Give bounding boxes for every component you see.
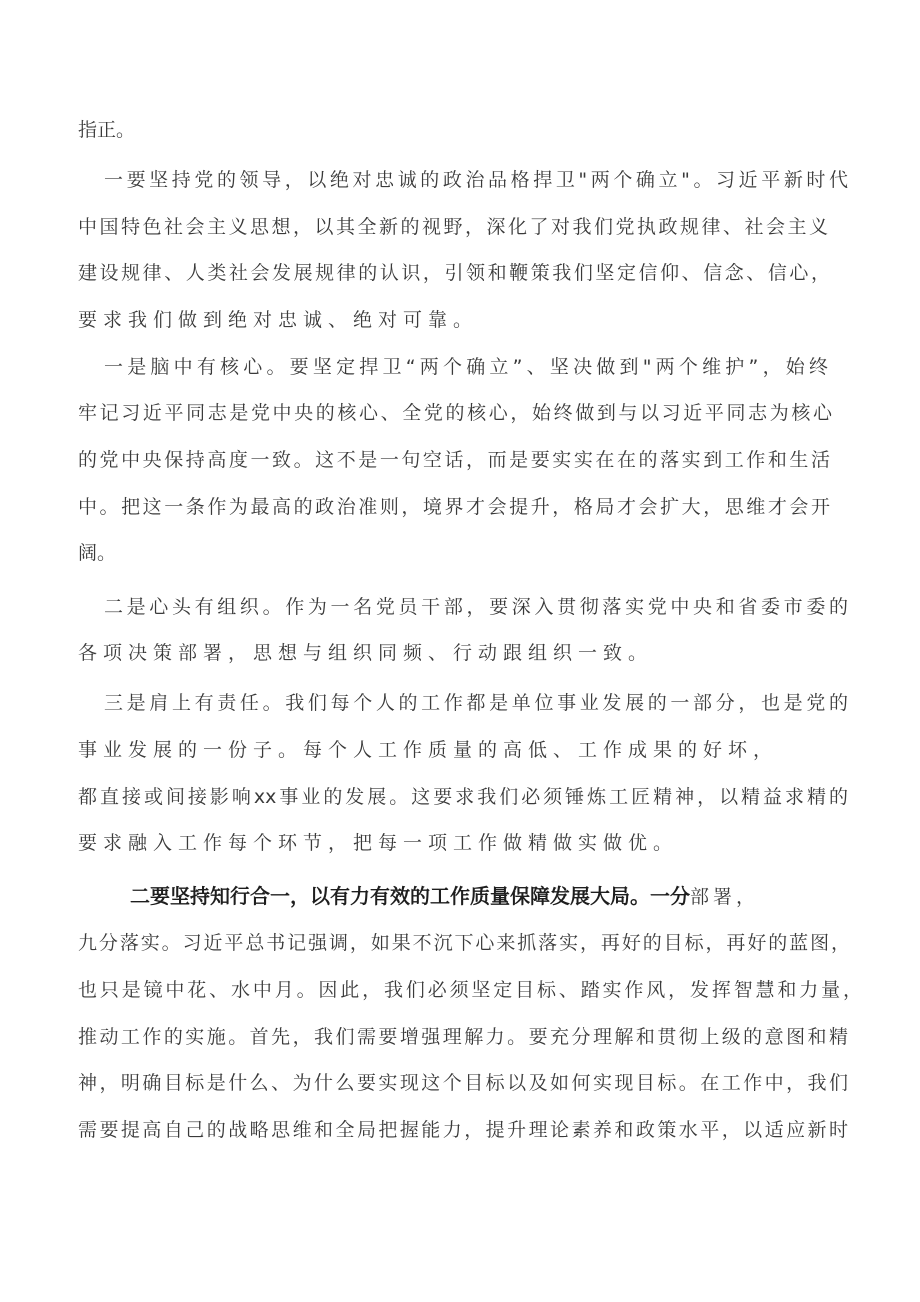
text-line: 要求融入工作每个环节，把每一项工作做精做实做优。	[78, 832, 679, 854]
text-line: 神，明确目标是什么、为什么要实现这个目标以及如何实现目标。在工作中，我们	[78, 1072, 848, 1094]
text-line: 都直接或间接影响xx事业的发展。这要求我们必须锤炼工匠精神，以精益求精的	[78, 786, 848, 808]
text-line: 中。把这一条作为最高的政治准则，境界才会提升，格局才会扩大，思维才会开	[78, 496, 830, 518]
text-line: 二是心头有组织。作为一名党员干部，要深入贯彻落实党中央和省委市委的	[104, 596, 848, 618]
text-line: 要求我们做到绝对忠诚、绝对可靠。	[78, 309, 479, 331]
text-line: 九分落实。习近平总书记强调，如果不沉下心来抓落实，再好的目标，再好的蓝图，	[78, 932, 850, 954]
text-line: 需要提高自己的战略思维和全局把握能力，提升理论素养和政策水平，以适应新时	[78, 1119, 848, 1141]
text-line: 事业发展的一份子。每个人工作质量的高低、工作成果的好坏，	[78, 739, 779, 761]
text-line: 各项决策部署，思想与组织同频、行动跟组织一致。	[78, 642, 654, 664]
heading-rest-text: 部署，	[690, 886, 760, 908]
text-line: 也只是镜中花、水中月。因此，我们必须坚定目标、踏实作风，发挥智慧和力量，	[78, 979, 862, 1001]
text-line: 牢记习近平同志是党中央的核心、全党的核心，始终做到与以习近平同志为核心	[78, 402, 832, 424]
text-line: 中国特色社会主义思想，以其全新的视野，深化了对我们党执政规律、社会主义	[78, 216, 828, 238]
text-line: 建设规律、人类社会发展规律的认识，引领和鞭策我们坚定信仰、信念、信心，	[78, 262, 830, 284]
text-line: 推动工作的实施。首先，我们需要增强理解力。要充分理解和贯彻上级的意图和精	[78, 1026, 848, 1048]
text-line: 阔。	[78, 542, 117, 564]
text-line: 一是脑中有核心。要坚定捍卫“两个确立”、坚决做到"两个维护”，始终	[104, 356, 828, 378]
section-heading-2	[130, 884, 759, 909]
text-line: 的党中央保持高度一致。这不是一句空话，而是要实实在在的落实到工作和生活	[78, 449, 830, 471]
text-line: 指正。	[78, 119, 136, 141]
text-line: 三是肩上有责任。我们每个人的工作都是单位事业发展的一部分，也是党的	[104, 692, 848, 714]
paragraph-heading-1: 一要坚持党的领导，以绝对忠诚的政治品格捍卫"两个确立"。习近平新时代	[104, 169, 848, 191]
heading-bold-text: 二要坚持知行合一，以有力有效的工作质量保障发展大局。一分	[130, 884, 690, 908]
